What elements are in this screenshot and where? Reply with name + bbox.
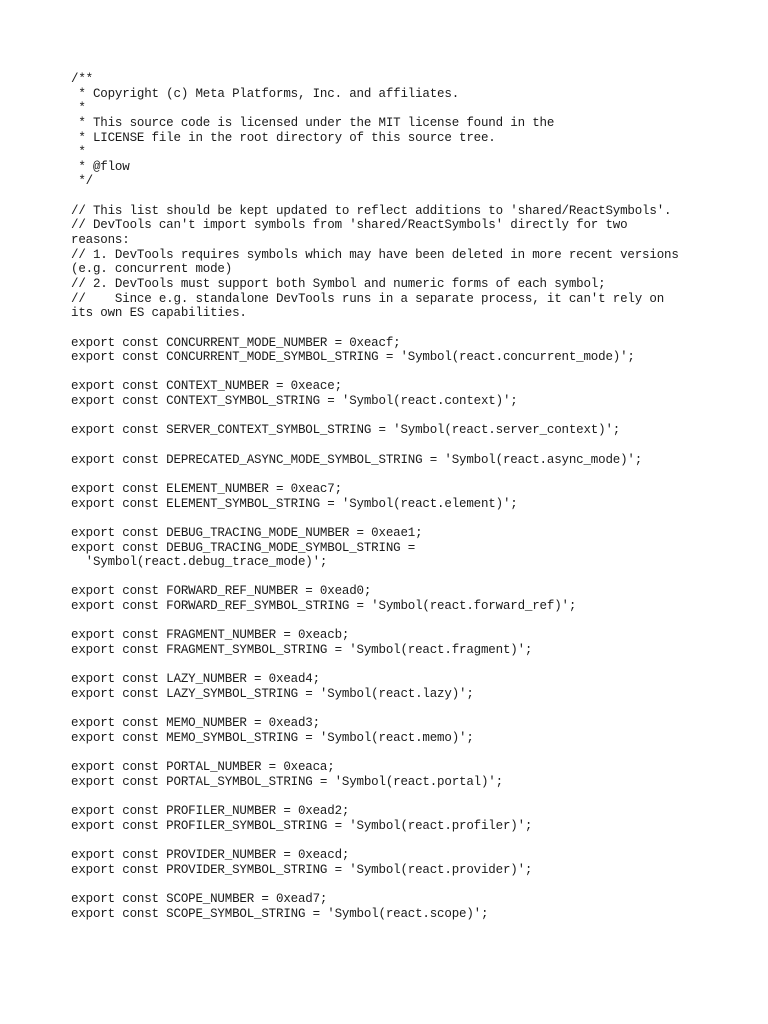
code-line: export const FRAGMENT_NUMBER = 0xeacb; bbox=[71, 628, 350, 643]
blank-line bbox=[71, 511, 701, 526]
blank-line bbox=[71, 702, 701, 717]
code-line: export const PROFILER_SYMBOL_STRING = 'Symbol(react.profiler)'; bbox=[71, 818, 533, 833]
code-line: // This list should be kept updated to reflect additions to 'shared/ReactSymbols'. bbox=[71, 203, 672, 218]
code-line: // 1. DevTools requires symbols which may have been deleted in more recent versions bbox=[71, 247, 679, 262]
code-line: export const CONTEXT_SYMBOL_STRING = 'Symbol(react.context)'; bbox=[71, 394, 518, 409]
blank-line bbox=[71, 189, 701, 204]
blank-line bbox=[71, 467, 701, 482]
code-line: export const SERVER_CONTEXT_SYMBOL_STRING = 'Symbol(react.server_context)'; bbox=[71, 423, 621, 438]
blank-line bbox=[71, 365, 701, 380]
code-line: export const LAZY_NUMBER = 0xead4; bbox=[71, 672, 320, 687]
code-line: export const DEPRECATED_ASYNC_MODE_SYMBOL_STRING = 'Symbol(react.async_mode)'; bbox=[71, 452, 643, 467]
code-line: export const CONTEXT_NUMBER = 0xeace; bbox=[71, 379, 342, 394]
blank-line bbox=[71, 745, 701, 760]
code-line: export const DEBUG_TRACING_MODE_NUMBER = 0xeae1; bbox=[71, 525, 423, 540]
code-line: export const PROVIDER_NUMBER = 0xeacd; bbox=[71, 847, 350, 862]
code-line: export const PROVIDER_SYMBOL_STRING = 'Symbol(react.provider)'; bbox=[71, 862, 533, 877]
code-line: * bbox=[71, 101, 86, 116]
code-line: export const PROFILER_NUMBER = 0xead2; bbox=[71, 804, 350, 819]
code-line: export const MEMO_NUMBER = 0xead3; bbox=[71, 716, 320, 731]
code-line: export const PORTAL_SYMBOL_STRING = 'Symbol(react.portal)'; bbox=[71, 774, 503, 789]
code-line: * Copyright (c) Meta Platforms, Inc. and affiliates. bbox=[71, 86, 460, 101]
code-line: export const SCOPE_SYMBOL_STRING = 'Symbol(react.scope)'; bbox=[71, 906, 489, 921]
code-line: * LICENSE file in the root directory of this source tree. bbox=[71, 130, 496, 145]
code-line: export const LAZY_SYMBOL_STRING = 'Symbol(react.lazy)'; bbox=[71, 686, 474, 701]
code-line: export const MEMO_SYMBOL_STRING = 'Symbol(react.memo)'; bbox=[71, 730, 474, 745]
code-line: export const FORWARD_REF_NUMBER = 0xead0; bbox=[71, 584, 372, 599]
code-line: reasons: bbox=[71, 233, 130, 248]
code-line: export const DEBUG_TRACING_MODE_SYMBOL_STRING = bbox=[71, 540, 416, 555]
code-line: */ bbox=[71, 174, 93, 189]
code-line: export const ELEMENT_SYMBOL_STRING = 'Symbol(react.element)'; bbox=[71, 496, 518, 511]
blank-line bbox=[71, 789, 701, 804]
code-line: its own ES capabilities. bbox=[71, 306, 247, 321]
code-line: export const FORWARD_REF_SYMBOL_STRING = 'Symbol(react.forward_ref)'; bbox=[71, 599, 577, 614]
code-line: export const PORTAL_NUMBER = 0xeaca; bbox=[71, 760, 335, 775]
code-line: export const SCOPE_NUMBER = 0xead7; bbox=[71, 891, 328, 906]
blank-line bbox=[71, 833, 701, 848]
blank-line bbox=[71, 321, 701, 336]
code-line: * This source code is licensed under the MIT license found in the bbox=[71, 115, 555, 130]
code-line: export const FRAGMENT_SYMBOL_STRING = 'Symbol(react.fragment)'; bbox=[71, 642, 533, 657]
code-line: * @flow bbox=[71, 159, 130, 174]
blank-line bbox=[71, 877, 701, 892]
code-line: /** bbox=[71, 72, 93, 86]
blank-line bbox=[71, 438, 701, 453]
code-line: // Since e.g. standalone DevTools runs in a separate process, it can't rely on bbox=[71, 291, 665, 306]
code-line: * bbox=[71, 145, 86, 160]
code-line: // 2. DevTools must support both Symbol and numeric forms of each symbol; bbox=[71, 276, 606, 291]
code-line: (e.g. concurrent mode) bbox=[71, 262, 233, 277]
code-line: export const CONCURRENT_MODE_SYMBOL_STRING = 'Symbol(react.concurrent_mode)'; bbox=[71, 350, 635, 365]
blank-line bbox=[71, 658, 701, 673]
blank-line bbox=[71, 409, 701, 424]
blank-line bbox=[71, 614, 701, 629]
code-line: 'Symbol(react.debug_trace_mode)'; bbox=[71, 555, 328, 570]
blank-line bbox=[71, 570, 701, 585]
code-line: export const CONCURRENT_MODE_NUMBER = 0xeacf; bbox=[71, 335, 401, 350]
code-listing bbox=[71, 72, 701, 921]
code-line: export const ELEMENT_NUMBER = 0xeac7; bbox=[71, 481, 342, 496]
code-line: // DevTools can't import symbols from 'shared/ReactSymbols' directly for two bbox=[71, 218, 628, 233]
